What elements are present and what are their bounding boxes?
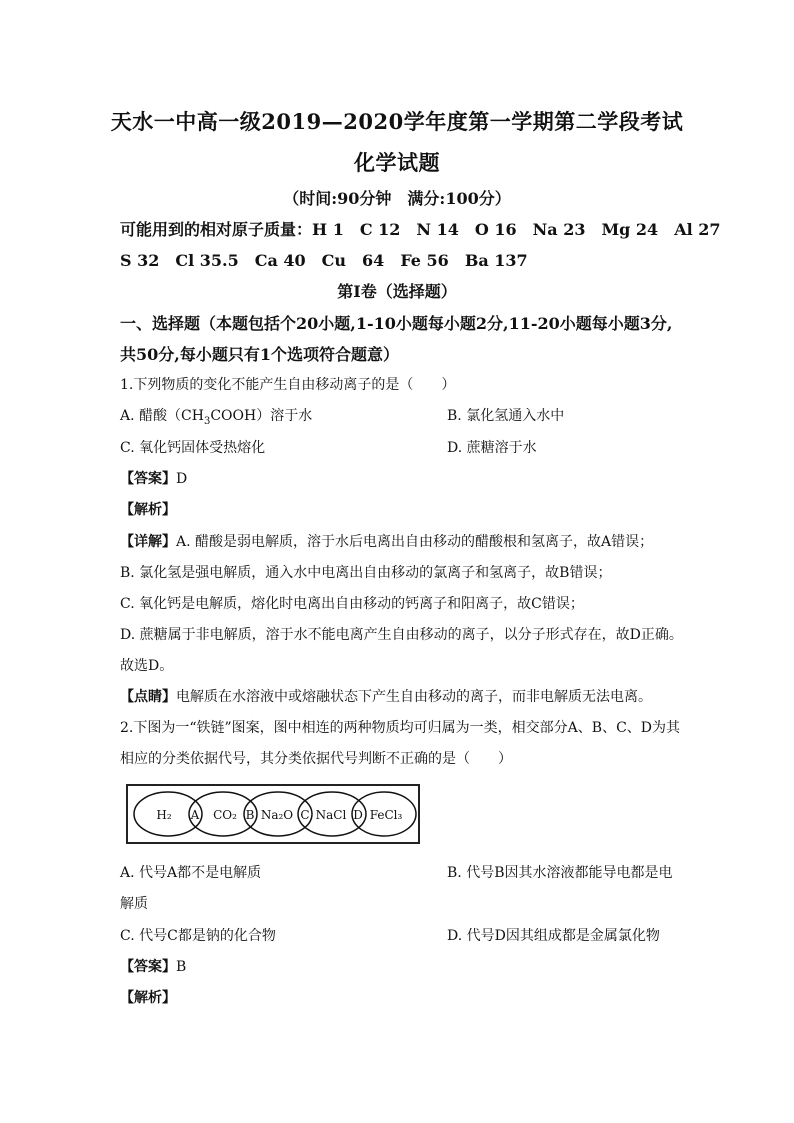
q1-stem: 1.下列物质的变化不能产生自由移动离子的是（ ）: [120, 377, 456, 393]
q2-option-b-line-1: B. 代号B因其水溶液都能导电都是电: [447, 865, 673, 881]
chain-item-4: NaCl: [315, 808, 347, 822]
q2-stem-line-2: 相应的分类依据代号，其分类依据代号判断不正确的是（ ）: [120, 751, 512, 767]
q2-stem-line-1: 2.下图为一“铁链”图案，图中相连的两种物质均可归属为一类，相交部分A、B、C、D为其: [120, 720, 681, 736]
q2-option-b-line-2: 解质: [120, 896, 148, 912]
q1-detail-b: B. 氯化氢是强电解质，通入水中电离出自由移动的氯离子和氢离子，故B错误；: [120, 565, 612, 581]
q2-answer: [120, 956, 186, 976]
chain-code-c: C: [300, 808, 310, 822]
q2-analysis-tag: 【解析】: [120, 990, 176, 1006]
exam-title: 天水一中高一级2019—2020学年度第一学期第二学段考试: [110, 109, 684, 134]
q1-answer-value: D: [176, 471, 188, 487]
chain-item-5: FeCl₃: [369, 808, 403, 822]
q1-detail-c: C. 氧化钙是电解质，熔化时电离出自由移动的钙离子和阳离子，故C错误；: [120, 596, 584, 612]
q2-option-d: D. 代号D因其组成都是金属氯化物: [447, 928, 660, 944]
atomic-mass-line-1: 可能用到的相对原子质量：H 1 C 12 N 14 O 16 Na 23 Mg 24 Al 27: [120, 220, 721, 239]
chain-item-1: H₂: [156, 808, 172, 822]
q1-conclusion: 故选D。: [120, 658, 174, 674]
q1-answer-tag: 【答案】: [120, 471, 176, 487]
iron-chain-svg: [128, 786, 418, 842]
chain-item-3: Na₂O: [260, 808, 294, 822]
time-info: （时间:90分钟 满分:100分）: [283, 189, 511, 208]
q1-detail-tag: 【详解】: [120, 534, 176, 550]
q1-detail-a-text: A. 醋酸是弱电解质，溶于水后电离出自由移动的醋酸根和氢离子，故A错误；: [176, 534, 654, 550]
volume-heading: 第I卷（选择题）: [337, 282, 457, 301]
q2-answer-value: B: [176, 959, 187, 975]
atomic-mass-line-2: S 32 Cl 35.5 Ca 40 Cu 64 Fe 56 Ba 137: [120, 251, 528, 270]
chain-item-2: CO₂: [213, 808, 237, 822]
q2-answer-tag: 【答案】: [120, 959, 176, 975]
subject-title: 化学试题: [354, 150, 440, 175]
q1-detail-d: D. 蔗糖属于非电解质，溶于水不能电离产生自由移动的离子，以分子形式存在，故D正确。: [120, 627, 683, 643]
q1-option-a-post: COOH）溶于水: [210, 408, 313, 424]
q2-option-a: A. 代号A都不是电解质: [120, 865, 262, 881]
iron-chain-diagram: [126, 784, 420, 844]
q1-option-a: [120, 405, 312, 427]
q1-tip: [120, 686, 652, 706]
chain-code-b: B: [245, 808, 255, 822]
q1-answer: [120, 468, 187, 488]
q2-option-c: C. 代号C都是钠的化合物: [120, 928, 276, 944]
section-heading-line-2: 共50分,每小题只有1个选项符合题意）: [120, 345, 399, 364]
q1-option-d: D. 蔗糖溶于水: [447, 440, 537, 456]
q1-option-a-subscript: 3: [203, 415, 211, 427]
q1-option-c: C. 氧化钙固体受热熔化: [120, 440, 266, 456]
q1-analysis-tag: 【解析】: [120, 502, 176, 518]
section-heading-line-1: 一、选择题（本题包括个20小题,1-10小题每小题2分,11-20小题每小题3分,: [120, 314, 673, 333]
q1-detail-a: [120, 531, 653, 551]
q1-tip-tag: 【点睛】: [120, 689, 176, 705]
q1-tip-text: 电解质在水溶液中或熔融状态下产生自由移动的离子，而非电解质无法电离。: [176, 689, 652, 705]
q1-option-a-pre: A. 醋酸（CH: [120, 408, 204, 424]
chain-code-a: A: [190, 808, 200, 822]
q1-option-b: B. 氯化氢通入水中: [447, 408, 565, 424]
chain-code-d: D: [353, 808, 363, 822]
